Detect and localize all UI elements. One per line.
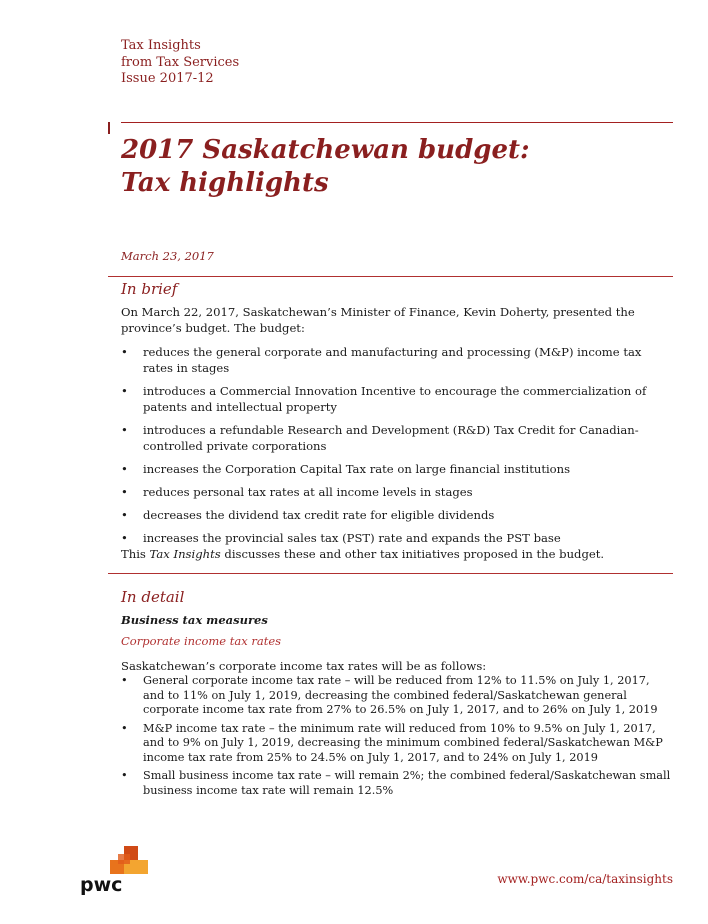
list-item: • increases the Corporation Capital Tax rate on large financial institutions	[121, 461, 673, 477]
list-item: • decreases the dividend tax credit rate for eligible dividends	[121, 507, 673, 523]
header-line-1: Tax Insights	[121, 38, 201, 53]
header-line-3: Issue 2017-12	[121, 71, 214, 86]
closing-publication-name: Tax Insights	[149, 547, 221, 561]
section-heading-in-brief: In brief	[121, 280, 178, 298]
logo-block-overlap	[118, 854, 130, 864]
in-detail-intro: Saskatchewan’s corporate income tax rates will be as follows:	[121, 659, 487, 673]
list-item: • introduces a Commercial Innovation Incentive to encourage the commercialization of patents and intellectual property	[121, 383, 673, 415]
list-item: • increases the provincial sales tax (PST) rate and expands the PST base	[121, 530, 673, 546]
publication-date: March 23, 2017	[121, 249, 214, 263]
list-item: • reduces personal tax rates at all income levels in stages	[121, 484, 673, 500]
title-rule	[121, 122, 673, 123]
divider-in-brief	[108, 276, 673, 277]
in-brief-intro: On March 22, 2017, Saskatchewan’s Minister of Finance, Kevin Doherty, presented the province’s budget. The budget:	[121, 305, 635, 335]
header-line-2: from Tax Services	[121, 54, 240, 70]
footer-url[interactable]: www.pwc.com/ca/taxinsights	[497, 872, 673, 886]
list-item: • Small business income tax rate – will remain 2%; the combined federal/Saskatchewan small business income tax rate will remain 12.5%	[121, 769, 673, 798]
list-item: • reduces the general corporate and manufacturing and processing (M&P) income tax rates in stages	[121, 344, 673, 376]
list-item: • General corporate income tax rate – will be reduced from 12% to 11.5% on July 1, 2017, and to 11% on July 1, 2019, decreasing the combined federal/Saskatchewan general corporate income tax rate from 27% to 26.5% on July 1, 2017, and to 26% on July 1, 2019	[121, 674, 673, 718]
section-heading-in-detail: In detail	[121, 588, 185, 606]
subheading-corporate-rates: Corporate income tax rates	[121, 634, 282, 648]
in-brief-list	[121, 344, 673, 553]
title-line-1: 2017 Saskatchewan budget:	[121, 135, 530, 165]
list-item: • M&P income tax rate – the minimum rate will reduced from 10% to 9.5% on July 1, 2017, and to 9% on July 1, 2019, decreasing the minimum combined federal/Saskatchewan M&P income tax rate from 25% to 24.5% on July 1, 2017, and to 24% on July 1, 2019	[121, 722, 673, 766]
title-rule-tick	[108, 122, 110, 134]
publication-header	[121, 38, 239, 88]
pwc-logo-text: pwc	[80, 874, 123, 896]
title-line-2: Tax highlights	[121, 168, 329, 198]
in-detail-list	[121, 674, 673, 802]
divider-in-detail	[108, 573, 673, 574]
list-item: • introduces a refundable Research and Development (R&D) Tax Credit for Canadian-controlled private corporations	[121, 422, 673, 454]
closing-text-start: This	[121, 547, 150, 561]
subheading-business-tax: Business tax measures	[121, 613, 268, 627]
in-brief-closing	[121, 546, 673, 562]
page-title	[121, 134, 530, 200]
closing-text-end: discusses these and other tax initiatives proposed in the budget.	[220, 547, 605, 561]
